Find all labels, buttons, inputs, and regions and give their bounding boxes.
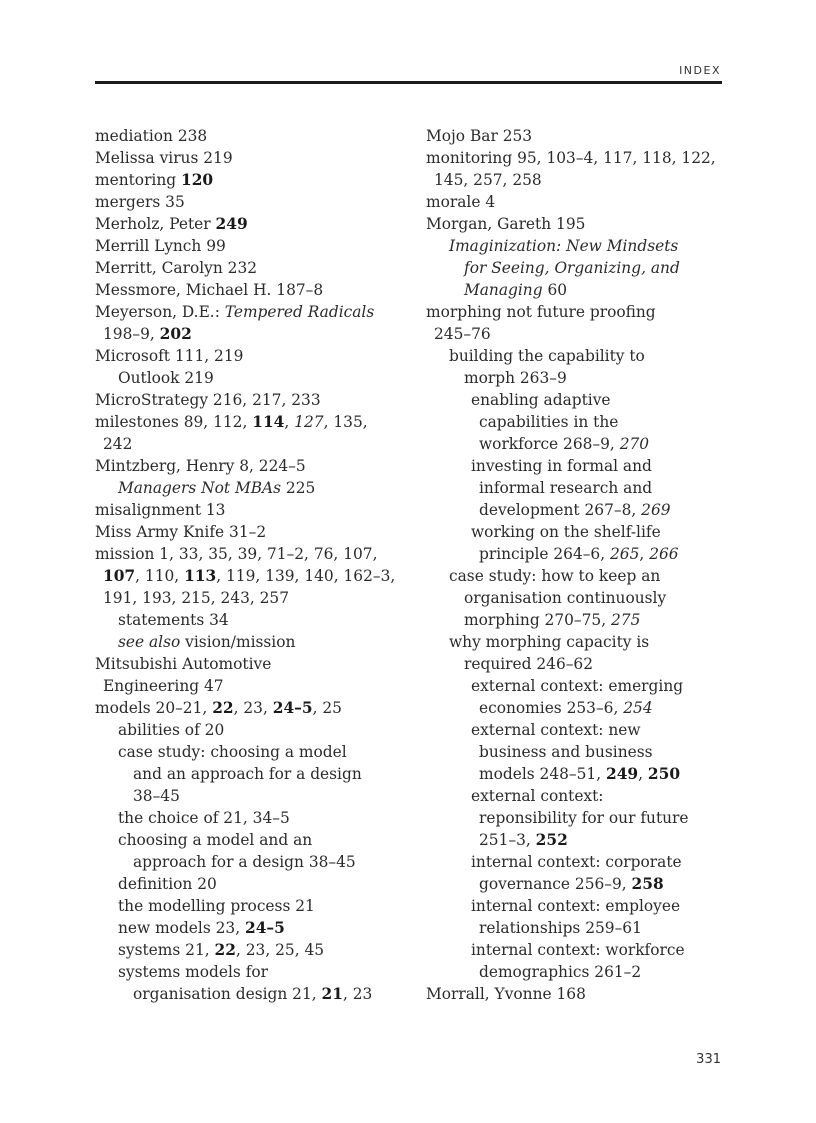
bold-page-ref: 252 [535, 831, 568, 849]
index-entry-line [95, 433, 415, 455]
index-entry-line [426, 411, 726, 433]
entry-text: approach for a design 38–45 [133, 853, 356, 871]
index-entry-line [95, 697, 415, 719]
entry-text: principle 264–6, [479, 545, 611, 563]
entry-text: 225 [281, 479, 316, 497]
entry-text: mediation 238 [95, 127, 208, 145]
index-entry-line [426, 455, 726, 477]
entry-text: Merritt, Carolyn 232 [95, 259, 258, 277]
index-entry-line [95, 301, 415, 323]
entry-text: 251–3, [479, 831, 536, 849]
index-entry-line [95, 147, 415, 169]
italic-text: 270 [619, 435, 650, 453]
index-entry-line [426, 675, 726, 697]
index-entry-line [426, 477, 726, 499]
entry-text: required 246–62 [464, 655, 594, 673]
entry-text: the modelling process 21 [118, 897, 315, 915]
entry-text: systems models for [118, 963, 269, 981]
index-entry-line [95, 609, 415, 631]
entry-text: mentoring [95, 171, 182, 189]
entry-text: external context: emerging [471, 677, 684, 695]
bold-page-ref: 22 [214, 941, 236, 959]
index-entry-line [95, 477, 415, 499]
index-entry-line [426, 851, 726, 873]
index-entry-line [95, 367, 415, 389]
index-entry-line [426, 279, 726, 301]
entry-text: mission 1, 33, 35, 39, 71–2, 76, 107, [95, 545, 378, 563]
index-entry-line [426, 257, 726, 279]
entry-text: Merholz, Peter [95, 215, 216, 233]
index-entry-line [426, 301, 726, 323]
index-entry-line [95, 763, 415, 785]
bold-page-ref: 258 [631, 875, 664, 893]
entry-text: the choice of 21, 34–5 [118, 809, 290, 827]
index-entry-line [95, 653, 415, 675]
italic-text: 254 [623, 699, 653, 717]
entry-text: , 23, 25, 45 [235, 941, 325, 959]
italic-text: 266 [649, 545, 679, 563]
index-entry-line [426, 983, 726, 1005]
entry-text: , 110, [135, 567, 185, 585]
entry-text: Miss Army Knife 31–2 [95, 523, 267, 541]
index-entry-line [426, 763, 726, 785]
entry-text: organisation design 21, [133, 985, 322, 1003]
bold-page-ref: 107 [103, 567, 136, 585]
index-entry-line [426, 235, 726, 257]
index-entry-line [426, 521, 726, 543]
index-entry-line [95, 675, 415, 697]
entry-text: building the capability to [449, 347, 645, 365]
entry-text: organisation continuously [464, 589, 667, 607]
entry-text: 198–9, [103, 325, 160, 343]
index-entry-line [426, 169, 726, 191]
entry-text: , [638, 765, 648, 783]
entry-text: 38–45 [133, 787, 180, 805]
entry-text: Melissa virus 219 [95, 149, 233, 167]
bold-page-ref: 120 [181, 171, 214, 189]
index-entry-line [95, 521, 415, 543]
index-entry-line [95, 873, 415, 895]
bold-page-ref: 24–5 [272, 699, 313, 717]
bold-page-ref: 249 [605, 765, 639, 783]
entry-text: case study: choosing a model [118, 743, 347, 761]
index-entry-line [95, 389, 415, 411]
page-number: 331 [696, 1052, 721, 1067]
index-entry-line [426, 147, 726, 169]
index-entry-line [426, 499, 726, 521]
italic-text: Imaginization: New Mindsets [449, 237, 679, 255]
entry-text: Morrall, Yvonne 168 [426, 985, 586, 1003]
entry-text: informal research and [479, 479, 653, 497]
entry-text: Meyerson, D.E.: [95, 303, 225, 321]
index-entry-line [95, 807, 415, 829]
entry-text: choosing a model and an [118, 831, 313, 849]
entry-text: morphing 270–75, [464, 611, 612, 629]
index-entry-line [426, 653, 726, 675]
index-entry-line [426, 631, 726, 653]
index-entry-line [95, 917, 415, 939]
entry-text: , 23, [233, 699, 273, 717]
entry-text: mergers 35 [95, 193, 185, 211]
index-entry-line [426, 587, 726, 609]
index-entry-line [426, 389, 726, 411]
entry-text: models 248–51, [479, 765, 606, 783]
index-entry-line [95, 455, 415, 477]
entry-text: morph 263–9 [464, 369, 567, 387]
index-entry-line [95, 235, 415, 257]
index-entry-line [426, 873, 726, 895]
index-entry-line [426, 367, 726, 389]
index-entry-line [95, 961, 415, 983]
entry-text: Mitsubishi Automotive [95, 655, 272, 673]
entry-text: , 25 [312, 699, 342, 717]
entry-text: external context: new [471, 721, 641, 739]
index-entry-line [95, 543, 415, 565]
index-entry-line [426, 939, 726, 961]
entry-text: morale 4 [426, 193, 496, 211]
entry-text: business and business [479, 743, 653, 761]
index-entry-line [95, 565, 415, 587]
bold-page-ref: 202 [159, 325, 192, 343]
italic-text: 265 [610, 545, 640, 563]
index-entry-line [95, 983, 415, 1005]
entry-text: demographics 261–2 [479, 963, 642, 981]
bold-page-ref: 249 [215, 215, 248, 233]
entry-text: development 267–8, [479, 501, 642, 519]
entry-text: Morgan, Gareth 195 [426, 215, 586, 233]
entry-text: 245–76 [434, 325, 491, 343]
entry-text: 191, 193, 215, 243, 257 [103, 589, 290, 607]
index-entry-line [95, 719, 415, 741]
header-rule [95, 81, 722, 84]
entry-text: , 119, 139, 140, 162–3, [216, 567, 396, 585]
entry-text: 242 [103, 435, 133, 453]
index-entry-line [426, 565, 726, 587]
entry-text: abilities of 20 [118, 721, 225, 739]
index-entry-line [426, 543, 726, 565]
bold-page-ref: 113 [184, 567, 217, 585]
bold-page-ref: 21 [321, 985, 343, 1003]
entry-text: reponsibility for our future [479, 809, 689, 827]
entry-text: , [284, 413, 295, 431]
index-entry-line [95, 257, 415, 279]
index-entry-line [426, 719, 726, 741]
entry-text: external context: [471, 787, 604, 805]
index-column-right [426, 125, 726, 1005]
bold-page-ref: 114 [252, 413, 285, 431]
entry-text: , 135, [323, 413, 368, 431]
entry-text: 145, 257, 258 [434, 171, 542, 189]
entry-text: 60 [542, 281, 568, 299]
entry-text: milestones 89, 112, [95, 413, 253, 431]
entry-text: Outlook 219 [118, 369, 214, 387]
entry-text: definition 20 [118, 875, 217, 893]
index-entry-line [426, 917, 726, 939]
bold-page-ref: 250 [647, 765, 681, 783]
index-entry-line [426, 213, 726, 235]
entry-text: investing in formal and [471, 457, 652, 475]
entry-text: , 23 [342, 985, 373, 1003]
index-entry-line [95, 411, 415, 433]
italic-text: for Seeing, Organizing, and [464, 259, 680, 277]
index-entry-line [426, 609, 726, 631]
index-entry-line [95, 741, 415, 763]
index-entry-line [95, 125, 415, 147]
running-header: INDEX [679, 64, 721, 77]
entry-text: and an approach for a design [133, 765, 362, 783]
index-entry-line [95, 169, 415, 191]
index-entry-line [95, 345, 415, 367]
italic-text: Managing [464, 281, 543, 299]
index-entry-line [426, 191, 726, 213]
entry-text: Mojo Bar 253 [426, 127, 533, 145]
bold-page-ref: 24–5 [245, 919, 285, 937]
entry-text: Messmore, Michael H. 187–8 [95, 281, 324, 299]
italic-text: 127 [294, 413, 324, 431]
entry-text: , [639, 545, 650, 563]
italic-text: Managers Not MBAs [118, 479, 282, 497]
index-entry-line [95, 213, 415, 235]
entry-text: misalignment 13 [95, 501, 226, 519]
index-entry-line [95, 587, 415, 609]
index-entry-line [95, 939, 415, 961]
entry-text: systems 21, [118, 941, 215, 959]
entry-text: Microsoft 111, 219 [95, 347, 244, 365]
entry-text: internal context: employee [471, 897, 681, 915]
entry-text: enabling adaptive [471, 391, 611, 409]
entry-text: vision/mission [180, 633, 296, 651]
entry-text: internal context: corporate [471, 853, 682, 871]
index-entry-line [426, 345, 726, 367]
entry-text: MicroStrategy 216, 217, 233 [95, 391, 321, 409]
italic-text: see also [118, 633, 181, 651]
entry-text: statements 34 [118, 611, 229, 629]
index-entry-line [426, 125, 726, 147]
index-entry-line [426, 895, 726, 917]
index-entry-line [426, 323, 726, 345]
index-entry-line [426, 697, 726, 719]
index-entry-line [426, 961, 726, 983]
index-entry-line [426, 785, 726, 807]
entry-text: why morphing capacity is [449, 633, 650, 651]
entry-text: working on the shelf-life [471, 523, 661, 541]
entry-text: models 20–21, [95, 699, 213, 717]
entry-text: Engineering 47 [103, 677, 224, 695]
italic-text: 275 [611, 611, 641, 629]
entry-text: morphing not future proofing [426, 303, 656, 321]
entry-text: case study: how to keep an [449, 567, 661, 585]
entry-text: economies 253–6, [479, 699, 624, 717]
index-entry-line [426, 829, 726, 851]
index-entry-line [95, 851, 415, 873]
index-entry-line [95, 279, 415, 301]
index-entry-line [95, 895, 415, 917]
italic-text: 269 [641, 501, 671, 519]
entry-text: internal context: workforce [471, 941, 685, 959]
index-entry-line [95, 631, 415, 653]
entry-text: monitoring 95, 103–4, 117, 118, 122, [426, 149, 716, 167]
italic-text: Tempered Radicals [224, 303, 375, 321]
index-column-left [95, 125, 415, 1005]
entry-text: Mintzberg, Henry 8, 224–5 [95, 457, 306, 475]
index-entry-line [426, 807, 726, 829]
index-entry-line [95, 829, 415, 851]
entry-text: governance 256–9, [479, 875, 632, 893]
index-entry-line [95, 785, 415, 807]
entry-text: new models 23, [118, 919, 245, 937]
index-entry-line [95, 499, 415, 521]
entry-text: Merrill Lynch 99 [95, 237, 226, 255]
entry-text: workforce 268–9, [479, 435, 620, 453]
index-entry-line [426, 433, 726, 455]
index-entry-line [95, 323, 415, 345]
index-entry-line [426, 741, 726, 763]
bold-page-ref: 22 [212, 699, 234, 717]
index-entry-line [95, 191, 415, 213]
entry-text: capabilities in the [479, 413, 619, 431]
entry-text: relationships 259–61 [479, 919, 642, 937]
